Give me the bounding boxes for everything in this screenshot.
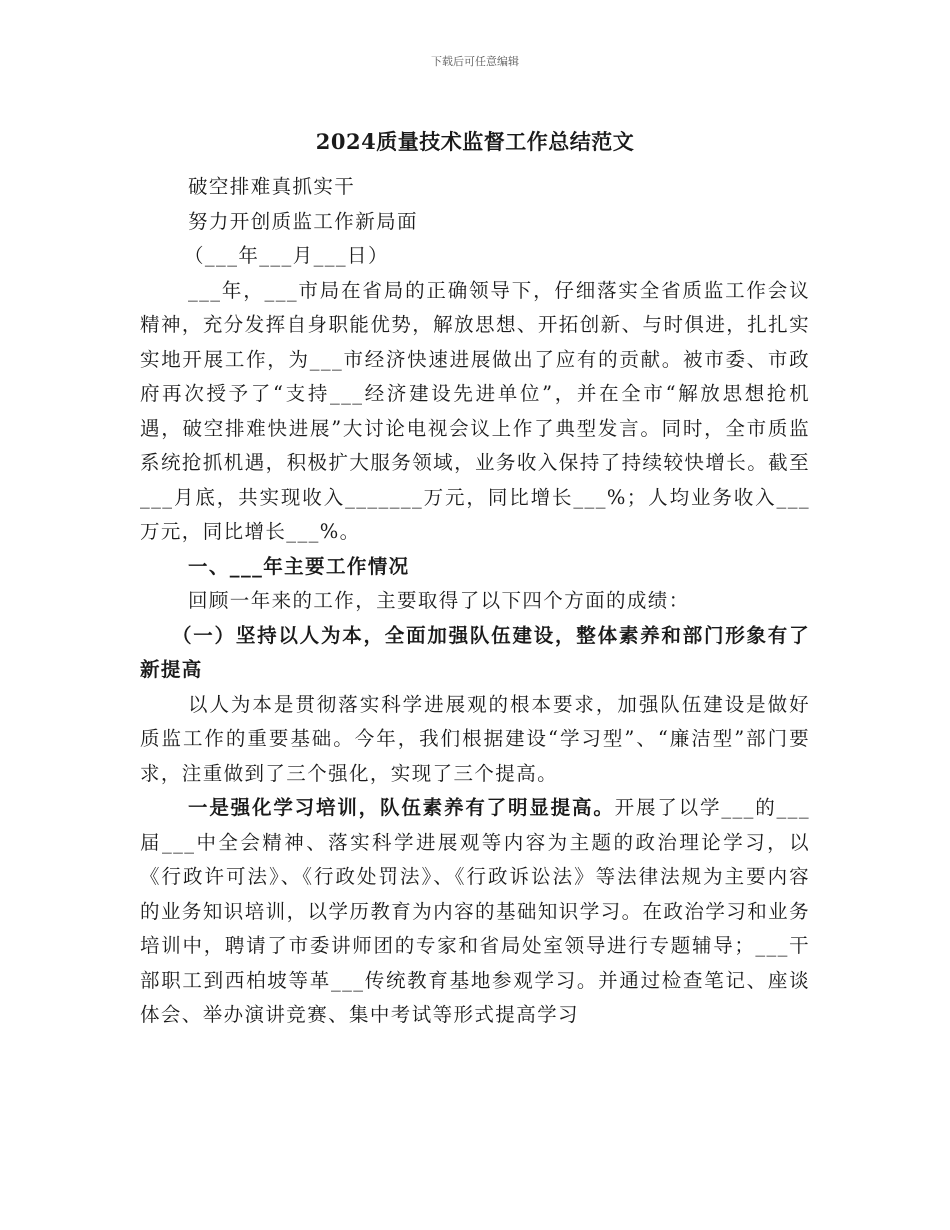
intro-paragraph: ___年，___市局在省局的正确领导下，仔细落实全省质监工作会议精神，充分发挥自身职能优势，解放思想、开拓创新、与时俱进，扎扎实实地开展工作，为___市经济快速进展做出了应有的贡献。被市委、市政府再次授予了“支持___经济建设先进单位”，并在全市“解放思想抢机遇，破空排难快进展”大讨论电视会议上作了典型发言。同时，全市质监系统抢抓机遇，积极扩大服务领域，业务收入保持了持续较快增长。截至___月底，共实现收入_______万元，同比增长___%；人均业务收入___万元，同比增长___%。: [140, 278, 810, 543]
subtitle-line-2: 努力开创质监工作新局面: [188, 209, 418, 233]
subtitle-line-1: 破空排难真抓实干: [188, 175, 356, 198]
section-heading-1: 一、___年主要工作情况: [188, 554, 410, 578]
section-1-intro: 回顾一年来的工作，主要取得了以下四个方面的成绩：: [188, 589, 690, 612]
subsection-heading-1: （一）坚持以人为本，全面加强队伍建设，整体素养和部门形象有了新提高: [140, 623, 810, 681]
page-header-note: 下载后可任意编辑: [431, 55, 519, 68]
point-1-lead: 一是强化学习培训，队伍素养有了明显提高。: [188, 796, 615, 819]
point-1-body: 开展了以学___的___届___中全会精神、落实科学进展观等内容为主题的政治理论学习，以《行政许可法》、《行政处罚法》、《行政诉讼法》等法律法规为主要内容的业务知识培训，以学历教育为内容的基础知识学习。在政治学习和业务培训中，聘请了市委讲师团的专家和省局处室领导进行专题辅导；___干部职工到西柏坡等革___传统教育基地参观学习。并通过检查笔记、座谈体会、举办演讲竞赛、集中考试等形式提高学习: [140, 796, 810, 1026]
document-body: [140, 170, 810, 1033]
date-line: （___年___月___日）: [184, 244, 389, 267]
subsection-1-paragraph: 以人为本是贯彻落实科学进展观的根本要求，加强队伍建设是做好质监工作的重要基础。今年，我们根据建设“学习型”、“廉洁型”部门要求，注重做到了三个强化，实现了三个提高。: [140, 692, 810, 785]
document-title: 2024质量技术监督工作总结范文: [315, 129, 635, 154]
point-1-paragraph: [140, 791, 810, 1033]
